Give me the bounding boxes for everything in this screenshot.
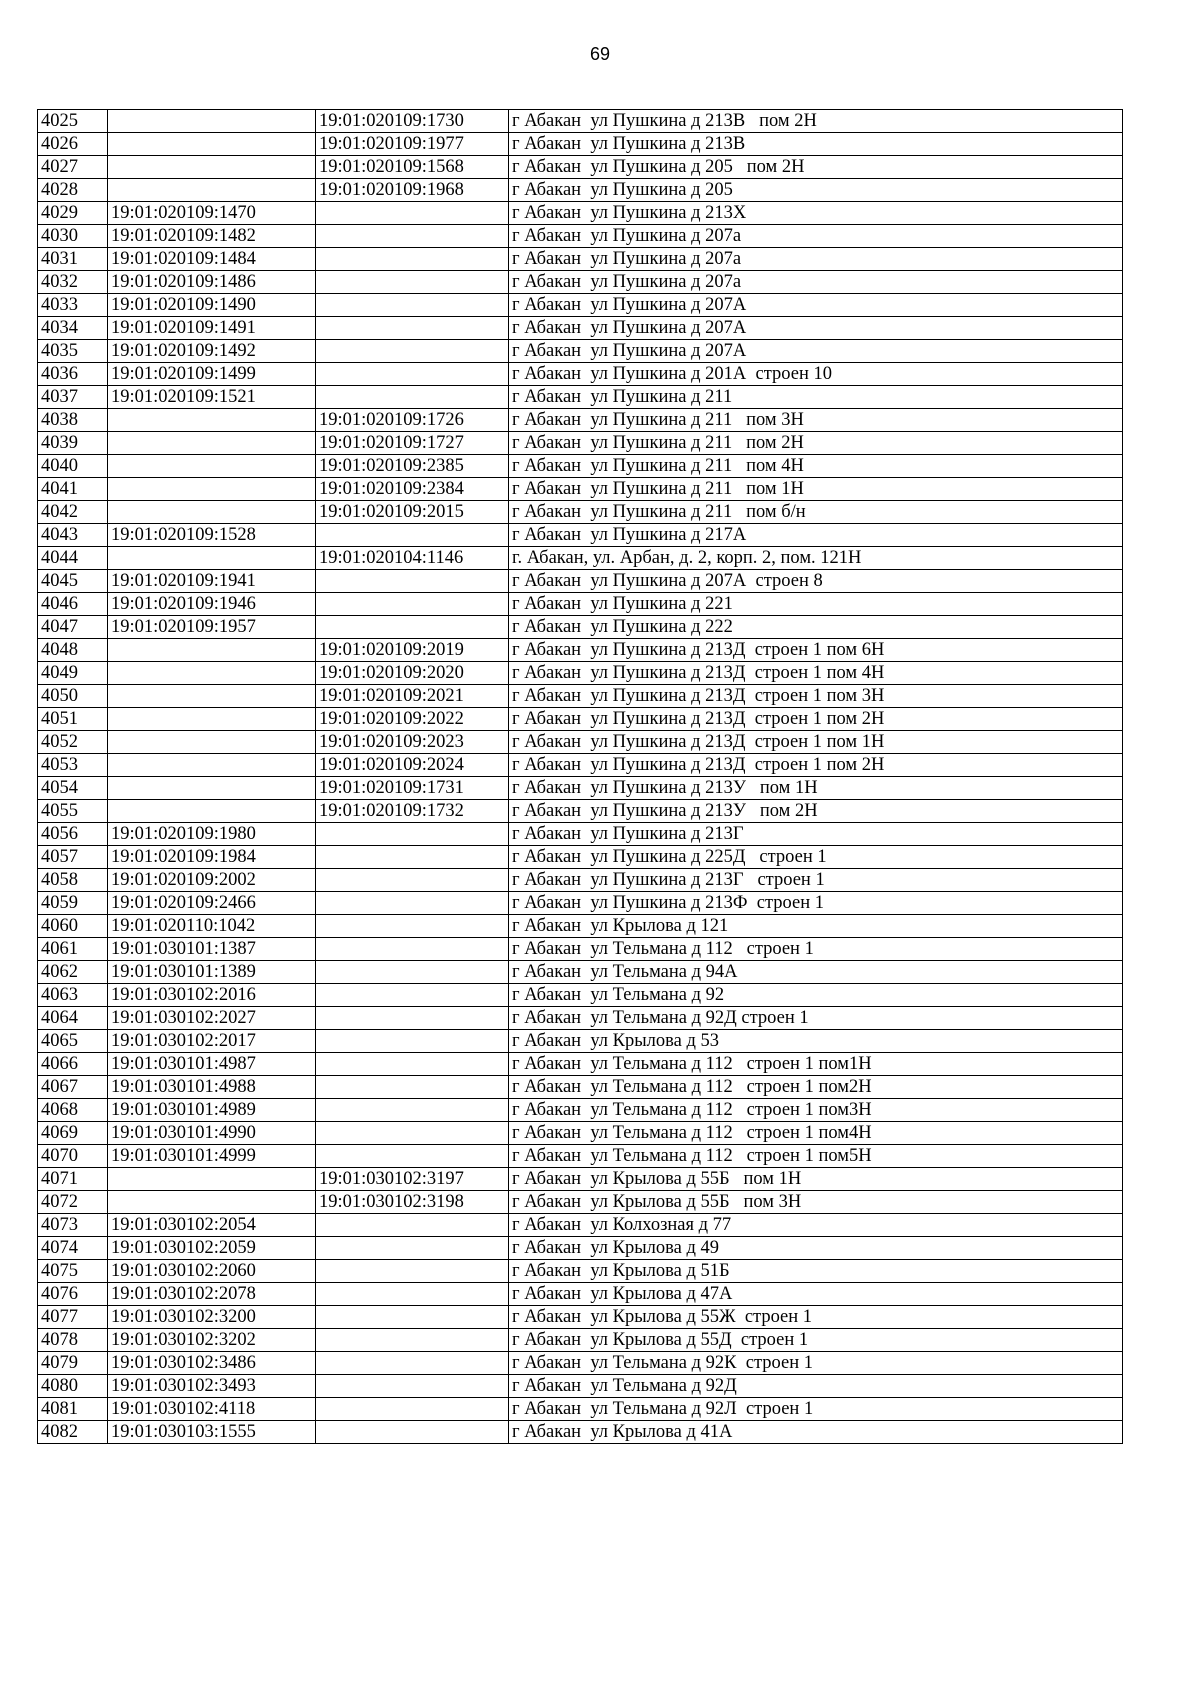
table-row <box>38 869 1123 892</box>
address-cell: г Абакан ул Тельмана д 112 строен 1 пом1Н <box>509 1053 1123 1076</box>
row-number-cell: 4053 <box>38 754 108 777</box>
table-row <box>38 915 1123 938</box>
premises-cadastral-number-cell: 19:01:030102:3198 <box>316 1191 509 1214</box>
address-cell: г Абакан ул Крылова д 41А <box>509 1421 1123 1444</box>
premises-cadastral-number-cell <box>316 1007 509 1030</box>
address-cell: г Абакан ул Пушкина д 213Г строен 1 <box>509 869 1123 892</box>
cadastral-number-cell <box>108 179 316 202</box>
row-number-cell: 4029 <box>38 202 108 225</box>
row-number-cell: 4040 <box>38 455 108 478</box>
table-row <box>38 846 1123 869</box>
cadastral-number-cell <box>108 685 316 708</box>
table-row <box>38 478 1123 501</box>
premises-cadastral-number-cell <box>316 869 509 892</box>
row-number-cell: 4058 <box>38 869 108 892</box>
address-cell: г Абакан ул Пушкина д 213Д строен 1 пом 3Н <box>509 685 1123 708</box>
cadastral-number-cell: 19:01:030102:3486 <box>108 1352 316 1375</box>
table-row <box>38 1168 1123 1191</box>
table-row <box>38 340 1123 363</box>
address-cell: г Абакан ул Пушкина д 213Д строен 1 пом 1Н <box>509 731 1123 754</box>
row-number-cell: 4071 <box>38 1168 108 1191</box>
table-row <box>38 961 1123 984</box>
row-number-cell: 4033 <box>38 294 108 317</box>
address-cell: г Абакан ул Пушкина д 207А <box>509 340 1123 363</box>
row-number-cell: 4064 <box>38 1007 108 1030</box>
premises-cadastral-number-cell: 19:01:020109:2385 <box>316 455 509 478</box>
premises-cadastral-number-cell <box>316 1306 509 1329</box>
address-cell: г Абакан ул Пушкина д 221 <box>509 593 1123 616</box>
table-row <box>38 225 1123 248</box>
cadastral-number-cell <box>108 754 316 777</box>
property-table <box>37 109 1123 1444</box>
table-row <box>38 110 1123 133</box>
premises-cadastral-number-cell <box>316 1053 509 1076</box>
page-number: 69 <box>589 44 611 64</box>
address-cell: г Абакан ул Тельмана д 112 строен 1 пом3Н <box>509 1099 1123 1122</box>
row-number-cell: 4050 <box>38 685 108 708</box>
address-cell: г Абакан ул Пушкина д 213В пом 2Н <box>509 110 1123 133</box>
table-row <box>38 685 1123 708</box>
premises-cadastral-number-cell <box>316 846 509 869</box>
cadastral-number-cell: 19:01:020109:1491 <box>108 317 316 340</box>
row-number-cell: 4068 <box>38 1099 108 1122</box>
row-number-cell: 4082 <box>38 1421 108 1444</box>
row-number-cell: 4059 <box>38 892 108 915</box>
premises-cadastral-number-cell <box>316 524 509 547</box>
address-cell: г Абакан ул Пушкина д 213Д строен 1 пом 4Н <box>509 662 1123 685</box>
premises-cadastral-number-cell: 19:01:020109:2021 <box>316 685 509 708</box>
row-number-cell: 4035 <box>38 340 108 363</box>
cadastral-number-cell <box>108 547 316 570</box>
address-cell: г Абакан ул Пушкина д 207А <box>509 317 1123 340</box>
row-number-cell: 4077 <box>38 1306 108 1329</box>
premises-cadastral-number-cell <box>316 1398 509 1421</box>
address-cell: г Абакан ул Пушкина д 207А <box>509 294 1123 317</box>
table-row <box>38 1007 1123 1030</box>
address-cell: г Абакан ул Пушкина д 225Д строен 1 <box>509 846 1123 869</box>
row-number-cell: 4048 <box>38 639 108 662</box>
table-row <box>38 731 1123 754</box>
cadastral-number-cell: 19:01:030102:2060 <box>108 1260 316 1283</box>
table-row <box>38 271 1123 294</box>
row-number-cell: 4038 <box>38 409 108 432</box>
row-number-cell: 4057 <box>38 846 108 869</box>
row-number-cell: 4047 <box>38 616 108 639</box>
row-number-cell: 4054 <box>38 777 108 800</box>
row-number-cell: 4066 <box>38 1053 108 1076</box>
cadastral-number-cell: 19:01:030103:1555 <box>108 1421 316 1444</box>
table-row <box>38 317 1123 340</box>
cadastral-number-cell <box>108 731 316 754</box>
cadastral-number-cell: 19:01:030102:2016 <box>108 984 316 1007</box>
table-row <box>38 547 1123 570</box>
table-row <box>38 1352 1123 1375</box>
row-number-cell: 4028 <box>38 179 108 202</box>
row-number-cell: 4042 <box>38 501 108 524</box>
premises-cadastral-number-cell <box>316 202 509 225</box>
table-row <box>38 1283 1123 1306</box>
cadastral-number-cell: 19:01:020109:2002 <box>108 869 316 892</box>
cadastral-number-cell: 19:01:030101:4987 <box>108 1053 316 1076</box>
address-cell: г Абакан ул Пушкина д 217А <box>509 524 1123 547</box>
cadastral-number-cell: 19:01:020109:1528 <box>108 524 316 547</box>
table-row <box>38 570 1123 593</box>
table-row <box>38 1421 1123 1444</box>
table-row <box>38 1260 1123 1283</box>
address-cell: г Абакан ул Пушкина д 205 <box>509 179 1123 202</box>
cadastral-number-cell: 19:01:030102:2027 <box>108 1007 316 1030</box>
row-number-cell: 4063 <box>38 984 108 1007</box>
cadastral-number-cell <box>108 409 316 432</box>
table-row <box>38 616 1123 639</box>
row-number-cell: 4046 <box>38 593 108 616</box>
row-number-cell: 4037 <box>38 386 108 409</box>
premises-cadastral-number-cell <box>316 1099 509 1122</box>
cadastral-number-cell: 19:01:020109:1470 <box>108 202 316 225</box>
table-row <box>38 984 1123 1007</box>
table-row <box>38 1191 1123 1214</box>
row-number-cell: 4045 <box>38 570 108 593</box>
address-cell: г Абакан ул Тельмана д 112 строен 1 пом2Н <box>509 1076 1123 1099</box>
table-row <box>38 202 1123 225</box>
table-row <box>38 1375 1123 1398</box>
address-cell: г Абакан ул Тельмана д 92Д <box>509 1375 1123 1398</box>
table-row <box>38 156 1123 179</box>
premises-cadastral-number-cell: 19:01:020109:2015 <box>316 501 509 524</box>
premises-cadastral-number-cell: 19:01:020109:2023 <box>316 731 509 754</box>
row-number-cell: 4055 <box>38 800 108 823</box>
address-cell: г Абакан ул Тельмана д 112 строен 1 пом5Н <box>509 1145 1123 1168</box>
premises-cadastral-number-cell <box>316 386 509 409</box>
premises-cadastral-number-cell: 19:01:020109:1968 <box>316 179 509 202</box>
address-cell: г Абакан ул Пушкина д 213У пом 1Н <box>509 777 1123 800</box>
address-cell: г Абакан ул Тельмана д 94А <box>509 961 1123 984</box>
premises-cadastral-number-cell: 19:01:020109:1568 <box>316 156 509 179</box>
table-row <box>38 1398 1123 1421</box>
table-row <box>38 1099 1123 1122</box>
cadastral-number-cell <box>108 133 316 156</box>
table-row <box>38 823 1123 846</box>
cadastral-number-cell: 19:01:030102:3493 <box>108 1375 316 1398</box>
premises-cadastral-number-cell: 19:01:020104:1146 <box>316 547 509 570</box>
table-row <box>38 892 1123 915</box>
row-number-cell: 4034 <box>38 317 108 340</box>
row-number-cell: 4056 <box>38 823 108 846</box>
address-cell: г Абакан ул Тельмана д 112 строен 1 пом4Н <box>509 1122 1123 1145</box>
table-row <box>38 432 1123 455</box>
address-cell: г Абакан ул Тельмана д 92 <box>509 984 1123 1007</box>
cadastral-number-cell <box>108 455 316 478</box>
row-number-cell: 4031 <box>38 248 108 271</box>
row-number-cell: 4078 <box>38 1329 108 1352</box>
table-row <box>38 409 1123 432</box>
address-cell: г Абакан ул Крылова д 55Б пом 1Н <box>509 1168 1123 1191</box>
row-number-cell: 4026 <box>38 133 108 156</box>
premises-cadastral-number-cell: 19:01:020109:1977 <box>316 133 509 156</box>
premises-cadastral-number-cell <box>316 1214 509 1237</box>
address-cell: г Абакан ул Пушкина д 211 пом 2Н <box>509 432 1123 455</box>
row-number-cell: 4065 <box>38 1030 108 1053</box>
premises-cadastral-number-cell <box>316 1283 509 1306</box>
cadastral-number-cell: 19:01:030101:1389 <box>108 961 316 984</box>
table-row <box>38 1053 1123 1076</box>
premises-cadastral-number-cell <box>316 915 509 938</box>
cadastral-number-cell: 19:01:030102:2078 <box>108 1283 316 1306</box>
cadastral-number-cell <box>108 478 316 501</box>
premises-cadastral-number-cell: 19:01:020109:1726 <box>316 409 509 432</box>
row-number-cell: 4052 <box>38 731 108 754</box>
cadastral-number-cell <box>108 110 316 133</box>
premises-cadastral-number-cell <box>316 823 509 846</box>
address-cell: г. Абакан, ул. Арбан, д. 2, корп. 2, пом. 121Н <box>509 547 1123 570</box>
cadastral-number-cell: 19:01:020109:2466 <box>108 892 316 915</box>
table-row <box>38 1145 1123 1168</box>
row-number-cell: 4039 <box>38 432 108 455</box>
premises-cadastral-number-cell <box>316 570 509 593</box>
row-number-cell: 4030 <box>38 225 108 248</box>
cadastral-number-cell <box>108 639 316 662</box>
address-cell: г Абакан ул Пушкина д 222 <box>509 616 1123 639</box>
premises-cadastral-number-cell <box>316 248 509 271</box>
table-row <box>38 363 1123 386</box>
cadastral-number-cell <box>108 662 316 685</box>
premises-cadastral-number-cell <box>316 363 509 386</box>
cadastral-number-cell: 19:01:030102:2054 <box>108 1214 316 1237</box>
cadastral-number-cell: 19:01:020109:1490 <box>108 294 316 317</box>
cadastral-number-cell <box>108 156 316 179</box>
row-number-cell: 4073 <box>38 1214 108 1237</box>
row-number-cell: 4062 <box>38 961 108 984</box>
premises-cadastral-number-cell <box>316 1122 509 1145</box>
address-cell: г Абакан ул Пушкина д 213Г <box>509 823 1123 846</box>
table-row <box>38 501 1123 524</box>
premises-cadastral-number-cell: 19:01:020109:1727 <box>316 432 509 455</box>
premises-cadastral-number-cell <box>316 1030 509 1053</box>
cadastral-number-cell: 19:01:020109:1482 <box>108 225 316 248</box>
premises-cadastral-number-cell <box>316 1421 509 1444</box>
row-number-cell: 4074 <box>38 1237 108 1260</box>
address-cell: г Абакан ул Пушкина д 213Д строен 1 пом 6Н <box>509 639 1123 662</box>
cadastral-number-cell <box>108 1191 316 1214</box>
row-number-cell: 4075 <box>38 1260 108 1283</box>
address-cell: г Абакан ул Пушкина д 211 пом 3Н <box>509 409 1123 432</box>
table-row <box>38 524 1123 547</box>
row-number-cell: 4043 <box>38 524 108 547</box>
address-cell: г Абакан ул Пушкина д 211 <box>509 386 1123 409</box>
row-number-cell: 4051 <box>38 708 108 731</box>
table-row <box>38 639 1123 662</box>
premises-cadastral-number-cell <box>316 938 509 961</box>
table-row <box>38 1076 1123 1099</box>
cadastral-number-cell: 19:01:020109:1499 <box>108 363 316 386</box>
address-cell: г Абакан ул Крылова д 53 <box>509 1030 1123 1053</box>
table-row <box>38 179 1123 202</box>
premises-cadastral-number-cell: 19:01:020109:2020 <box>316 662 509 685</box>
table-row <box>38 1329 1123 1352</box>
premises-cadastral-number-cell <box>316 1352 509 1375</box>
address-cell: г Абакан ул Пушкина д 201А строен 10 <box>509 363 1123 386</box>
premises-cadastral-number-cell: 19:01:020109:2384 <box>316 478 509 501</box>
cadastral-number-cell: 19:01:030102:2059 <box>108 1237 316 1260</box>
row-number-cell: 4069 <box>38 1122 108 1145</box>
row-number-cell: 4061 <box>38 938 108 961</box>
premises-cadastral-number-cell <box>316 340 509 363</box>
table-row <box>38 1030 1123 1053</box>
premises-cadastral-number-cell: 19:01:020109:1730 <box>316 110 509 133</box>
address-cell: г Абакан ул Тельмана д 92Л строен 1 <box>509 1398 1123 1421</box>
cadastral-number-cell: 19:01:030101:4999 <box>108 1145 316 1168</box>
row-number-cell: 4036 <box>38 363 108 386</box>
table-row <box>38 133 1123 156</box>
row-number-cell: 4080 <box>38 1375 108 1398</box>
address-cell: г Абакан ул Тельмана д 112 строен 1 <box>509 938 1123 961</box>
address-cell: г Абакан ул Пушкина д 211 пом 1Н <box>509 478 1123 501</box>
cadastral-number-cell: 19:01:020109:1980 <box>108 823 316 846</box>
cadastral-number-cell: 19:01:020109:1941 <box>108 570 316 593</box>
premises-cadastral-number-cell <box>316 317 509 340</box>
cadastral-number-cell: 19:01:030101:4989 <box>108 1099 316 1122</box>
cadastral-number-cell: 19:01:020109:1521 <box>108 386 316 409</box>
premises-cadastral-number-cell <box>316 616 509 639</box>
cadastral-number-cell: 19:01:030102:2017 <box>108 1030 316 1053</box>
premises-cadastral-number-cell <box>316 1375 509 1398</box>
table-row <box>38 777 1123 800</box>
address-cell: г Абакан ул Крылова д 55Д строен 1 <box>509 1329 1123 1352</box>
address-cell: г Абакан ул Пушкина д 211 пом б/н <box>509 501 1123 524</box>
address-cell: г Абакан ул Крылова д 121 <box>509 915 1123 938</box>
cadastral-number-cell: 19:01:030102:3202 <box>108 1329 316 1352</box>
address-cell: г Абакан ул Пушкина д 207а <box>509 248 1123 271</box>
row-number-cell: 4070 <box>38 1145 108 1168</box>
cadastral-number-cell: 19:01:030101:4990 <box>108 1122 316 1145</box>
table-row <box>38 662 1123 685</box>
table-row <box>38 754 1123 777</box>
address-cell: г Абакан ул Крылова д 49 <box>509 1237 1123 1260</box>
table-row <box>38 386 1123 409</box>
address-cell: г Абакан ул Пушкина д 207А строен 8 <box>509 570 1123 593</box>
premises-cadastral-number-cell <box>316 1145 509 1168</box>
address-cell: г Абакан ул Пушкина д 211 пом 4Н <box>509 455 1123 478</box>
premises-cadastral-number-cell <box>316 271 509 294</box>
address-cell: г Абакан ул Крылова д 47А <box>509 1283 1123 1306</box>
row-number-cell: 4067 <box>38 1076 108 1099</box>
premises-cadastral-number-cell <box>316 1237 509 1260</box>
premises-cadastral-number-cell <box>316 593 509 616</box>
table-row <box>38 1122 1123 1145</box>
row-number-cell: 4081 <box>38 1398 108 1421</box>
address-cell: г Абакан ул Тельмана д 92К строен 1 <box>509 1352 1123 1375</box>
premises-cadastral-number-cell: 19:01:020109:2022 <box>316 708 509 731</box>
table-row <box>38 1214 1123 1237</box>
cadastral-number-cell <box>108 708 316 731</box>
cadastral-number-cell: 19:01:030101:4988 <box>108 1076 316 1099</box>
cadastral-number-cell: 19:01:020109:1946 <box>108 593 316 616</box>
table-row <box>38 1237 1123 1260</box>
table-body <box>38 110 1123 1444</box>
premises-cadastral-number-cell <box>316 294 509 317</box>
row-number-cell: 4027 <box>38 156 108 179</box>
table-row <box>38 708 1123 731</box>
address-cell: г Абакан ул Крылова д 51Б <box>509 1260 1123 1283</box>
address-cell: г Абакан ул Пушкина д 205 пом 2Н <box>509 156 1123 179</box>
table-row <box>38 294 1123 317</box>
premises-cadastral-number-cell <box>316 1329 509 1352</box>
premises-cadastral-number-cell: 19:01:030102:3197 <box>316 1168 509 1191</box>
premises-cadastral-number-cell: 19:01:020109:1732 <box>316 800 509 823</box>
address-cell: г Абакан ул Пушкина д 213Ф строен 1 <box>509 892 1123 915</box>
premises-cadastral-number-cell: 19:01:020109:2024 <box>316 754 509 777</box>
address-cell: г Абакан ул Крылова д 55Ж строен 1 <box>509 1306 1123 1329</box>
row-number-cell: 4041 <box>38 478 108 501</box>
row-number-cell: 4044 <box>38 547 108 570</box>
table-row <box>38 938 1123 961</box>
table-row <box>38 593 1123 616</box>
table-row <box>38 455 1123 478</box>
address-cell: г Абакан ул Пушкина д 213Д строен 1 пом 2Н <box>509 708 1123 731</box>
row-number-cell: 4049 <box>38 662 108 685</box>
premises-cadastral-number-cell <box>316 961 509 984</box>
address-cell: г Абакан ул Пушкина д 213В <box>509 133 1123 156</box>
row-number-cell: 4076 <box>38 1283 108 1306</box>
row-number-cell: 4060 <box>38 915 108 938</box>
address-cell: г Абакан ул Пушкина д 213Х <box>509 202 1123 225</box>
cadastral-number-cell: 19:01:020109:1484 <box>108 248 316 271</box>
premises-cadastral-number-cell: 19:01:020109:1731 <box>316 777 509 800</box>
cadastral-number-cell: 19:01:030102:3200 <box>108 1306 316 1329</box>
cadastral-number-cell: 19:01:030102:4118 <box>108 1398 316 1421</box>
cadastral-number-cell <box>108 432 316 455</box>
address-cell: г Абакан ул Тельмана д 92Д строен 1 <box>509 1007 1123 1030</box>
cadastral-number-cell: 19:01:020109:1984 <box>108 846 316 869</box>
row-number-cell: 4032 <box>38 271 108 294</box>
table-row <box>38 800 1123 823</box>
cadastral-number-cell <box>108 501 316 524</box>
premises-cadastral-number-cell <box>316 225 509 248</box>
premises-cadastral-number-cell: 19:01:020109:2019 <box>316 639 509 662</box>
row-number-cell: 4079 <box>38 1352 108 1375</box>
premises-cadastral-number-cell <box>316 984 509 1007</box>
cadastral-number-cell: 19:01:020109:1492 <box>108 340 316 363</box>
cadastral-number-cell: 19:01:020109:1486 <box>108 271 316 294</box>
row-number-cell: 4025 <box>38 110 108 133</box>
address-cell: г Абакан ул Пушкина д 213Д строен 1 пом 2Н <box>509 754 1123 777</box>
cadastral-number-cell: 19:01:020110:1042 <box>108 915 316 938</box>
cadastral-number-cell <box>108 777 316 800</box>
address-cell: г Абакан ул Пушкина д 207а <box>509 271 1123 294</box>
premises-cadastral-number-cell <box>316 892 509 915</box>
row-number-cell: 4072 <box>38 1191 108 1214</box>
cadastral-number-cell <box>108 1168 316 1191</box>
premises-cadastral-number-cell <box>316 1076 509 1099</box>
address-cell: г Абакан ул Колхозная д 77 <box>509 1214 1123 1237</box>
table-row <box>38 248 1123 271</box>
address-cell: г Абакан ул Крылова д 55Б пом 3Н <box>509 1191 1123 1214</box>
cadastral-number-cell: 19:01:020109:1957 <box>108 616 316 639</box>
cadastral-number-cell: 19:01:030101:1387 <box>108 938 316 961</box>
cadastral-number-cell <box>108 800 316 823</box>
table-row <box>38 1306 1123 1329</box>
address-cell: г Абакан ул Пушкина д 207а <box>509 225 1123 248</box>
premises-cadastral-number-cell <box>316 1260 509 1283</box>
address-cell: г Абакан ул Пушкина д 213У пом 2Н <box>509 800 1123 823</box>
